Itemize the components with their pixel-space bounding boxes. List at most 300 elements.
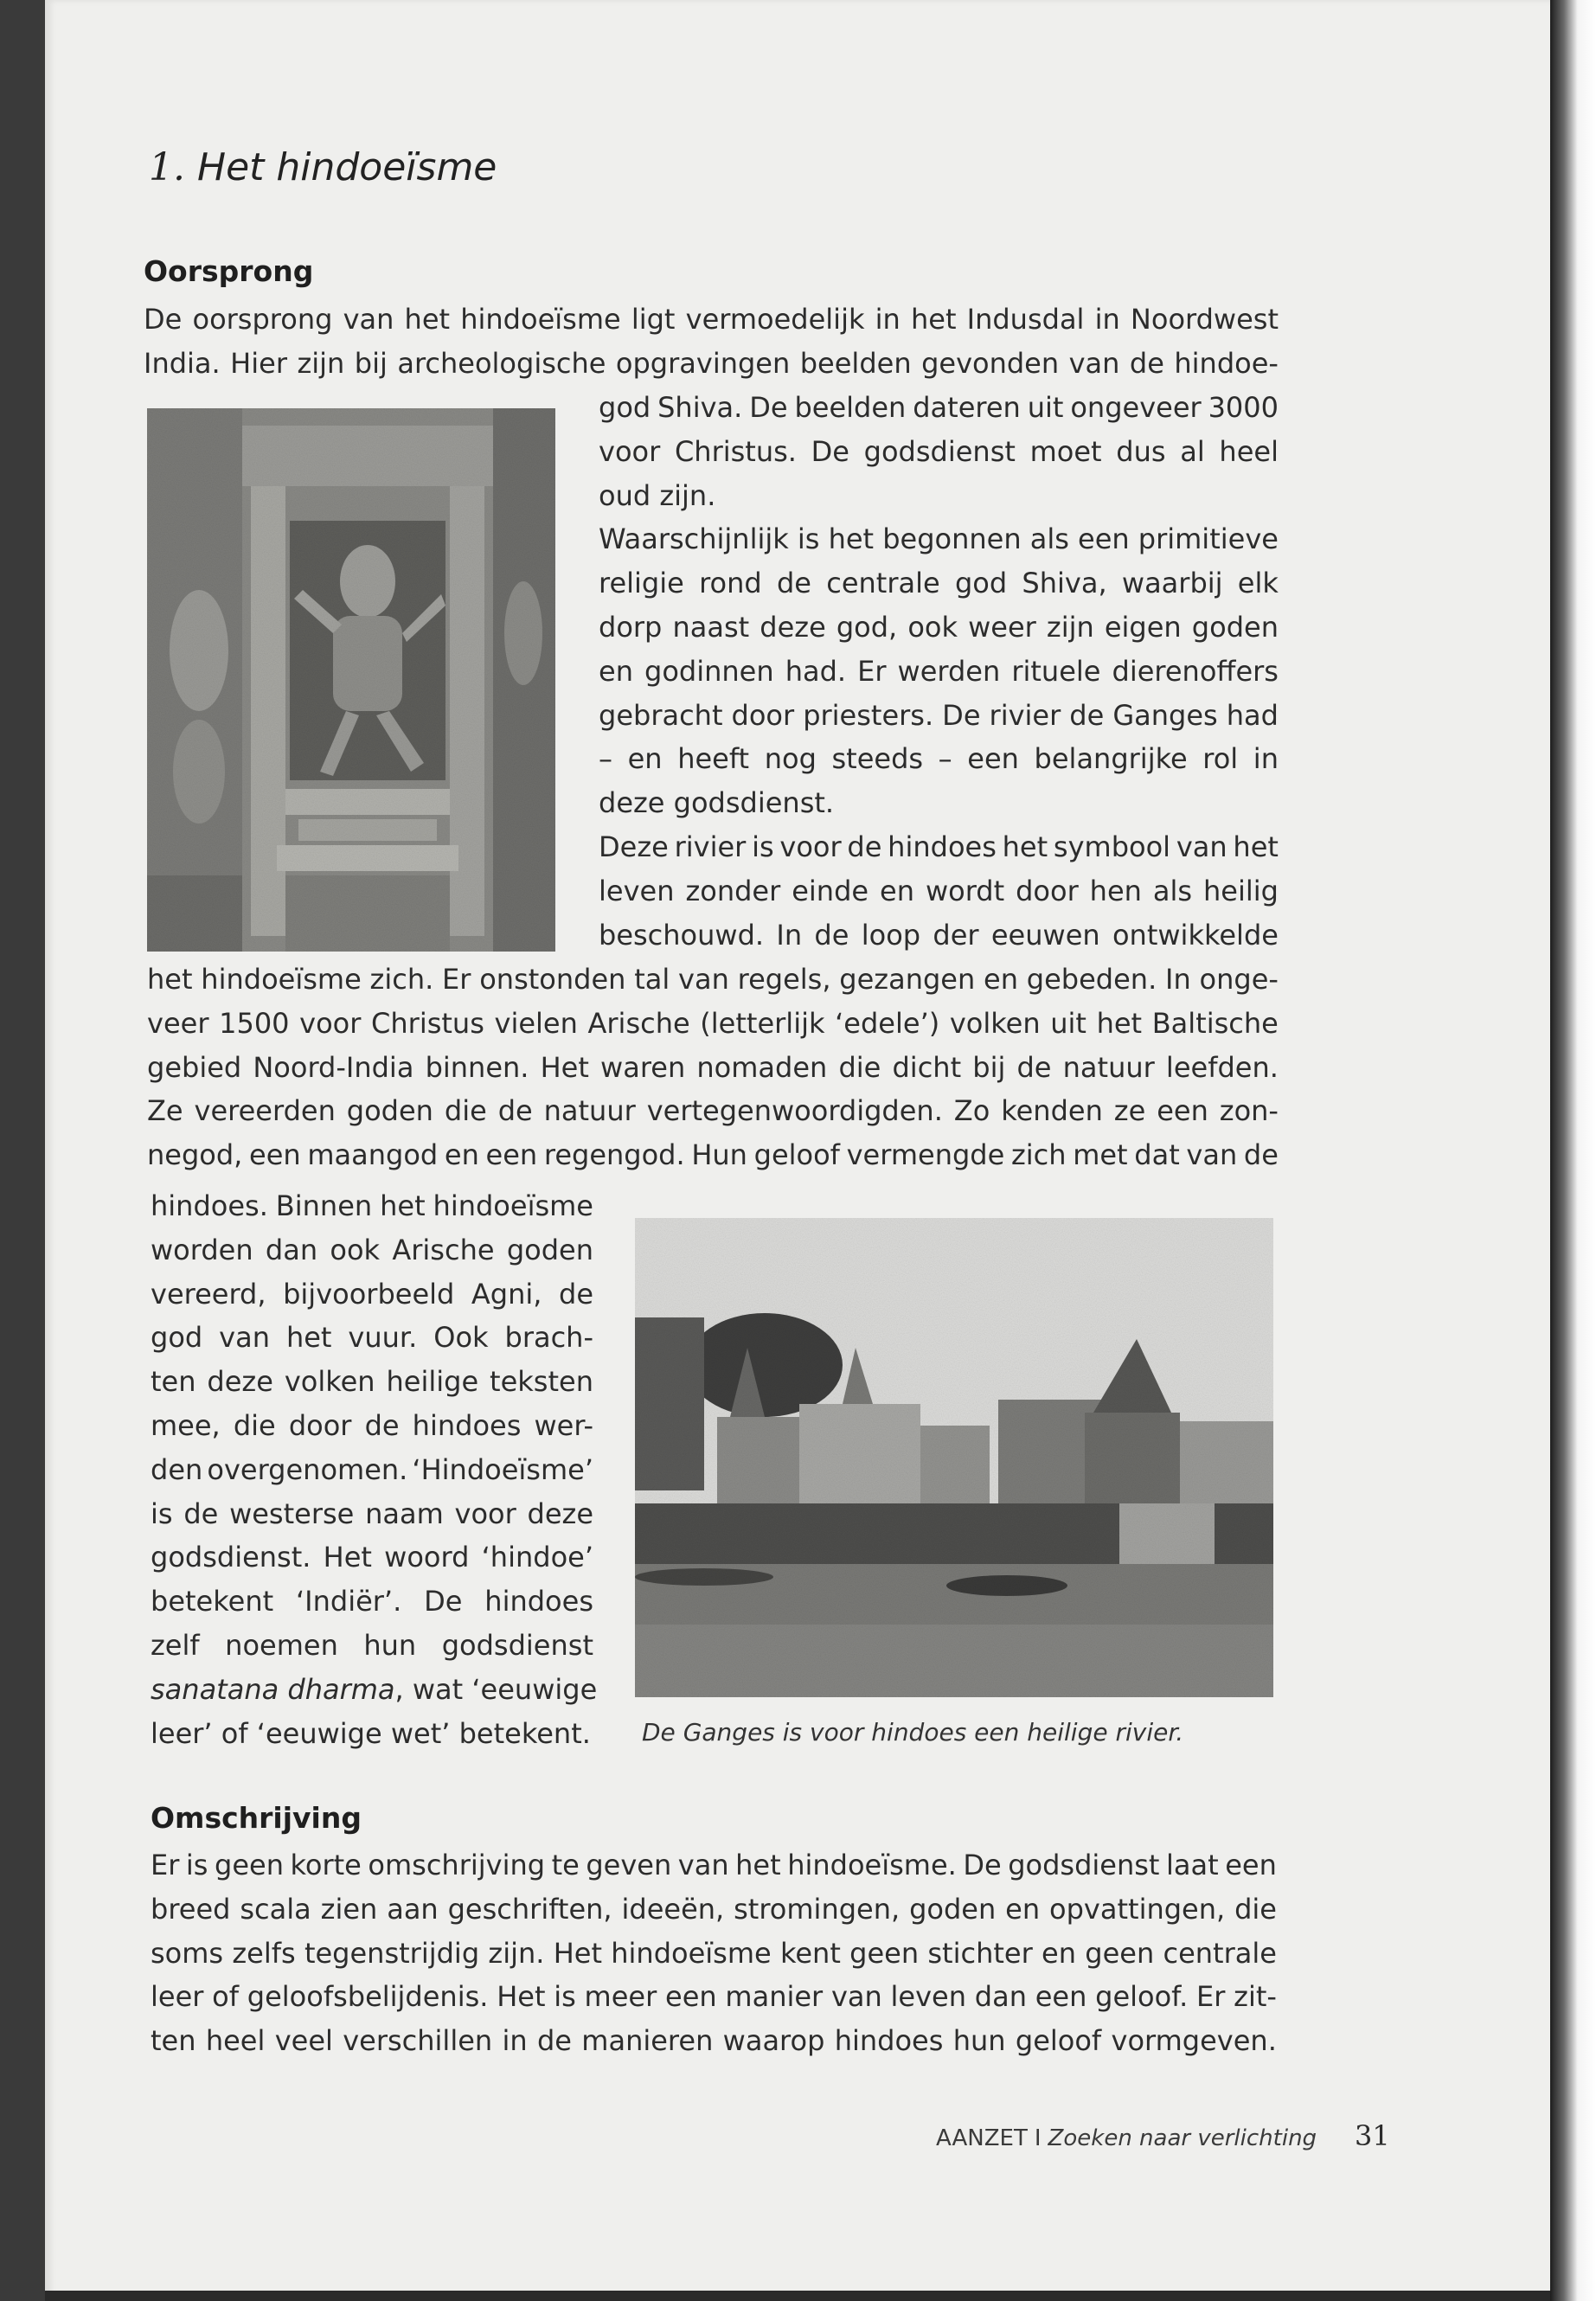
oorsprong-line	[151, 1715, 591, 1753]
word: godsdienst	[863, 434, 1016, 468]
word: dan	[974, 1980, 1027, 2014]
word: godsdienst.	[151, 1541, 311, 1574]
word: dat	[1134, 1138, 1180, 1172]
word: deze	[760, 611, 826, 644]
word: wordt	[925, 874, 1005, 907]
word: het	[285, 1321, 332, 1355]
word: te	[551, 1849, 580, 1881]
word: vermoedelijk	[685, 303, 865, 336]
word: primitieve	[1138, 522, 1279, 556]
oorsprong-line	[599, 872, 1279, 910]
word: Indusdal	[966, 303, 1085, 336]
word: brach-	[504, 1321, 593, 1355]
oorsprong-line	[599, 916, 1279, 954]
word: de	[1243, 1138, 1279, 1172]
oorsprong-line	[151, 1231, 593, 1269]
word: De	[144, 303, 183, 336]
word: volken	[949, 1006, 1041, 1040]
word: centrale	[1163, 1936, 1277, 1970]
word: opvattingen,	[1049, 1892, 1226, 1926]
word: leven	[599, 874, 675, 907]
word: ook	[330, 1233, 381, 1266]
word: naam	[365, 1497, 444, 1530]
word: stichter	[927, 1936, 1033, 1970]
word: de	[814, 918, 849, 952]
word: religie	[599, 567, 684, 600]
oorsprong-line	[151, 1318, 593, 1356]
word: –	[599, 742, 612, 776]
word: vormgeven.	[1111, 2024, 1277, 2058]
word: hindoe-	[1174, 346, 1279, 380]
word: tal	[634, 963, 670, 996]
word: een	[665, 1980, 717, 2014]
oorsprong-line	[599, 388, 1279, 426]
word: archeologische	[397, 346, 606, 380]
word: het	[147, 963, 193, 996]
word: al	[1180, 434, 1205, 468]
word: oud zijn.	[599, 478, 716, 512]
word: door	[731, 698, 795, 732]
word: , wat ‘eeuwige	[394, 1672, 598, 1706]
word: voor	[599, 434, 661, 468]
word: ze	[1113, 1094, 1146, 1128]
word: Deze	[599, 830, 669, 863]
word: Het	[553, 1936, 602, 1970]
word: de	[847, 830, 882, 863]
word: dicht	[892, 1050, 962, 1084]
word: een	[1157, 1094, 1208, 1128]
chapter-number: 1.	[149, 145, 185, 189]
footer-section: AANZET	[936, 2125, 1028, 2151]
word: goden	[909, 1892, 997, 1926]
word: mee,	[151, 1409, 221, 1442]
word: door	[1016, 874, 1079, 907]
word: sanatana dharma	[151, 1672, 395, 1706]
word: een	[1078, 522, 1130, 556]
word: in	[1094, 303, 1120, 336]
oorsprong-line	[147, 1004, 1279, 1042]
word: wer-	[534, 1409, 593, 1442]
word: vereerden	[194, 1094, 336, 1128]
word: voor	[454, 1497, 516, 1530]
word: goden	[346, 1094, 433, 1128]
word: en	[984, 963, 1019, 996]
word: dorp	[599, 611, 663, 644]
word: breed	[151, 1892, 231, 1926]
word: loop	[861, 918, 921, 952]
chapter-title	[149, 145, 497, 189]
word: hindoes	[834, 2024, 944, 2058]
oorsprong-line	[147, 1048, 1279, 1086]
word: hindoes	[484, 1585, 593, 1618]
word: rol	[1202, 742, 1239, 776]
word: de	[776, 567, 811, 600]
oorsprong-line	[599, 696, 1279, 734]
word: westerse	[229, 1497, 355, 1530]
heading-oorsprong: Oorsprong	[144, 254, 314, 288]
word: beschouwd.	[599, 918, 765, 952]
word: ideeën,	[621, 1892, 725, 1926]
word: meer	[584, 1980, 657, 2014]
word: godsdienst	[441, 1629, 593, 1662]
word: het	[1002, 830, 1048, 863]
word: Zo	[953, 1094, 990, 1128]
word: die	[1234, 1892, 1277, 1926]
word: en	[1005, 1892, 1041, 1926]
word: weer	[968, 611, 1036, 644]
word: goden	[506, 1233, 593, 1266]
word: bij	[354, 346, 388, 380]
oorsprong-line	[151, 1407, 593, 1445]
word: bijvoorbeeld	[283, 1277, 455, 1311]
word: teksten	[490, 1365, 593, 1399]
word: omschrijving	[368, 1849, 546, 1881]
footer-separator: I	[1034, 2125, 1042, 2151]
word: zijn.	[488, 1936, 545, 1970]
word: leer’ of ‘eeuwige wet’ betekent.	[151, 1716, 591, 1750]
oorsprong-line	[151, 1495, 593, 1533]
word: die	[233, 1409, 276, 1442]
word: het	[1233, 830, 1279, 863]
photo-caption: De Ganges is voor hindoes een heilige rivier.	[642, 1718, 1184, 1747]
word: het	[910, 303, 957, 336]
word: heeft	[677, 742, 750, 776]
word: De	[963, 1849, 1002, 1881]
word: veer	[147, 1006, 209, 1040]
word: Ze	[147, 1094, 183, 1128]
word: godinnen	[644, 654, 774, 688]
word: een	[485, 1138, 538, 1172]
omschrijving-line	[151, 1890, 1277, 1928]
word: Er	[151, 1849, 180, 1881]
word: symbool	[1053, 830, 1171, 863]
word: het	[404, 303, 451, 336]
word: zelfs	[232, 1936, 296, 1970]
page-edge-bottom	[45, 2291, 1550, 2301]
heading-omschrijving: Omschrijving	[151, 1801, 362, 1835]
word: het	[828, 522, 875, 556]
word: India.	[144, 346, 221, 380]
word: Het	[540, 1050, 589, 1084]
word: scala	[240, 1892, 311, 1926]
word: god	[151, 1321, 203, 1355]
word: gezangen	[839, 963, 976, 996]
word: rivier	[674, 830, 747, 863]
oorsprong-line	[599, 828, 1279, 866]
word: leven	[890, 1980, 967, 2014]
word: zien	[320, 1892, 378, 1926]
oorsprong-line	[599, 784, 834, 822]
word: (letterlijk	[700, 1006, 825, 1040]
oorsprong-intro-line	[144, 300, 1279, 338]
oorsprong-line	[599, 564, 1279, 602]
word: van	[1176, 830, 1227, 863]
word: het	[735, 1849, 781, 1881]
word: de	[1016, 1050, 1052, 1084]
word: de	[1069, 698, 1105, 732]
word: ligt	[631, 303, 676, 336]
word: geloof	[1015, 2024, 1102, 2058]
word: beelden	[799, 346, 912, 380]
word: die	[838, 1050, 881, 1084]
word: vertegenwoordigden.	[646, 1094, 943, 1128]
word: in	[1253, 742, 1279, 776]
word: den	[151, 1452, 203, 1486]
oorsprong-line	[599, 740, 1279, 778]
word: godsdienst	[1008, 1849, 1160, 1881]
word: bij	[972, 1050, 1006, 1084]
word: aan	[387, 1892, 439, 1926]
word: gebied	[147, 1050, 242, 1084]
word: ten	[151, 1365, 196, 1399]
word: priesters.	[803, 698, 934, 732]
word: Er	[1196, 1980, 1226, 2014]
word: werden	[897, 654, 1001, 688]
word: vuur.	[348, 1321, 418, 1355]
word: soms	[151, 1936, 224, 1970]
word: vermengde	[846, 1138, 1005, 1172]
word: regengod.	[543, 1138, 685, 1172]
word: veel	[274, 2024, 333, 2058]
word: van	[677, 1849, 729, 1881]
word: had.	[785, 654, 847, 688]
word: In	[1165, 963, 1191, 996]
word: zich.	[369, 963, 434, 996]
word: een	[1035, 1980, 1087, 2014]
word: als	[1152, 874, 1193, 907]
word: Er	[442, 963, 471, 996]
word: Shiva,	[1022, 567, 1107, 600]
word: De	[749, 391, 788, 424]
word: Het	[497, 1980, 546, 2014]
word: die	[444, 1094, 487, 1128]
oorsprong-line	[147, 1136, 1279, 1174]
word: waarop	[722, 2024, 825, 2058]
word: rond	[699, 567, 762, 600]
word: gebracht	[599, 698, 723, 732]
word: leefden.	[1165, 1050, 1279, 1084]
running-footer	[936, 2125, 1317, 2151]
word: en	[1042, 1936, 1076, 1970]
word: een	[967, 742, 1019, 776]
word: rivier	[989, 698, 1061, 732]
word: zijn	[297, 346, 345, 380]
word: geloofsbelijdenis.	[247, 1980, 489, 2014]
word: deze	[207, 1365, 273, 1399]
word: van	[678, 963, 729, 996]
oorsprong-intro-line	[144, 344, 1279, 382]
shiva-temple-photo	[147, 408, 555, 952]
word: Ook	[433, 1321, 489, 1355]
word: en	[627, 742, 663, 776]
word: waarbij	[1121, 567, 1223, 600]
word: Het	[323, 1541, 372, 1574]
oorsprong-line	[151, 1187, 593, 1225]
omschrijving-line	[151, 2022, 1277, 2060]
oorsprong-line	[151, 1582, 593, 1620]
word: de	[1129, 346, 1164, 380]
word: god	[954, 567, 1008, 600]
word: nomaden	[696, 1050, 828, 1084]
word: onge-	[1199, 963, 1279, 996]
word: met	[1073, 1138, 1128, 1172]
word: is	[185, 1849, 208, 1881]
word: der	[933, 918, 979, 952]
oorsprong-line	[599, 652, 1279, 690]
word: van	[830, 1980, 882, 2014]
word: van	[1186, 1138, 1238, 1172]
word: nog	[764, 742, 817, 776]
word: ontwikkelde	[1112, 918, 1279, 952]
page-edge-right	[1550, 0, 1596, 2301]
word: beelden	[794, 391, 907, 424]
word: deze godsdienst.	[599, 786, 835, 820]
word: ‘hindoe’	[481, 1541, 593, 1574]
word: heilige	[386, 1365, 479, 1399]
word: ‘edele’)	[835, 1006, 940, 1040]
oorsprong-line	[151, 1670, 597, 1708]
word: hun	[952, 2024, 1006, 2058]
oorsprong-line	[599, 433, 1279, 471]
word: leer	[151, 1980, 204, 2014]
word: Ganges	[1112, 698, 1218, 732]
word: 3000	[1208, 391, 1279, 424]
word: hindoeïsme	[433, 1189, 593, 1222]
word: manier	[725, 1980, 824, 2014]
word: gebeden.	[1026, 963, 1157, 996]
word: zijn	[1046, 611, 1094, 644]
word: uit	[1027, 391, 1064, 424]
word: oorsprong	[192, 303, 333, 336]
word: ook	[907, 611, 958, 644]
omschrijving-line	[151, 1846, 1277, 1884]
word: geen	[215, 1849, 284, 1881]
word: zelf	[151, 1629, 200, 1662]
word: hindoes	[888, 830, 997, 863]
omschrijving-line	[151, 1934, 1277, 1972]
word: zit-	[1234, 1980, 1277, 2014]
page-number: 31	[1355, 2119, 1390, 2152]
word: Christus	[371, 1006, 484, 1040]
word: de	[536, 2024, 572, 2058]
word: woord	[384, 1541, 470, 1574]
word: centrale	[826, 567, 940, 600]
word: in	[502, 2024, 528, 2058]
word: van	[219, 1321, 270, 1355]
word: Waarschijnlijk	[599, 522, 789, 556]
word: Hun	[691, 1138, 747, 1172]
oorsprong-line	[151, 1362, 593, 1400]
word: hun	[363, 1629, 417, 1662]
word: worden	[151, 1233, 253, 1266]
word: manieren	[581, 2024, 714, 2058]
word: Arische	[587, 1006, 690, 1040]
word: Hier	[230, 346, 287, 380]
word: korte	[290, 1849, 362, 1881]
word: overgenomen.	[207, 1452, 408, 1486]
word: gevonden	[921, 346, 1060, 380]
word: De	[424, 1585, 463, 1618]
word: belangrijke	[1034, 742, 1188, 776]
word: had	[1226, 698, 1279, 732]
ganges-photo	[635, 1218, 1273, 1697]
word: is	[554, 1980, 576, 2014]
word: dierenoffers	[1112, 654, 1279, 688]
oorsprong-line	[151, 1275, 593, 1313]
word: god,	[836, 611, 898, 644]
word: of	[212, 1980, 240, 2014]
word: geloof.	[1095, 1980, 1189, 2014]
word: een	[1225, 1849, 1277, 1881]
word: het	[1096, 1006, 1143, 1040]
word: eeuwen	[990, 918, 1100, 952]
word: Binnen	[275, 1189, 373, 1222]
word: en	[444, 1138, 479, 1172]
word: Christus.	[674, 434, 797, 468]
word: zon-	[1219, 1094, 1279, 1128]
word: begonnen	[882, 522, 1022, 556]
word: heel	[205, 2024, 266, 2058]
oorsprong-line	[599, 477, 715, 515]
word: Noordwest	[1130, 303, 1279, 336]
word: elk	[1237, 567, 1279, 600]
word: natuur	[543, 1094, 636, 1128]
word: en	[880, 874, 914, 907]
word: betekent	[151, 1585, 274, 1618]
word: hindoeïsme	[611, 1936, 772, 1970]
word: uit	[1050, 1006, 1086, 1040]
word: moet	[1029, 434, 1102, 468]
word: het	[380, 1189, 426, 1222]
word: heel	[1219, 434, 1279, 468]
word: vielen	[494, 1006, 578, 1040]
word: regels,	[737, 963, 831, 996]
oorsprong-line	[599, 520, 1279, 558]
word: is	[797, 522, 820, 556]
word: van	[1068, 346, 1120, 380]
word: verschillen	[343, 2024, 493, 2058]
word: is	[151, 1497, 173, 1530]
word: geven	[586, 1849, 672, 1881]
word: ten	[151, 2024, 196, 2058]
word: voor	[299, 1006, 362, 1040]
word: De	[942, 698, 981, 732]
word: ‘Hindoeïsme’	[412, 1452, 593, 1486]
word: Baltische	[1151, 1006, 1279, 1040]
word: hindoeïsme	[460, 303, 621, 336]
oorsprong-line	[147, 1092, 1279, 1130]
word: ongeveer	[1070, 391, 1202, 424]
word: natuur	[1062, 1050, 1155, 1084]
word: is	[752, 830, 774, 863]
oorsprong-line	[151, 1538, 593, 1576]
word: dateren	[913, 391, 1021, 424]
word: zonder	[685, 874, 781, 907]
word: de	[497, 1094, 533, 1128]
word: hindoeïsme	[201, 963, 362, 996]
word: heilig	[1203, 874, 1279, 907]
word: Er	[857, 654, 887, 688]
word: hindoes	[412, 1409, 522, 1442]
word: eigen	[1104, 611, 1182, 644]
word: stromingen,	[734, 1892, 901, 1926]
word: voor	[779, 830, 842, 863]
oorsprong-line	[599, 608, 1279, 646]
word: geloof	[753, 1138, 840, 1172]
word: rituele	[1011, 654, 1101, 688]
word: kent	[779, 1936, 841, 1970]
word: Noord-India	[253, 1050, 414, 1084]
